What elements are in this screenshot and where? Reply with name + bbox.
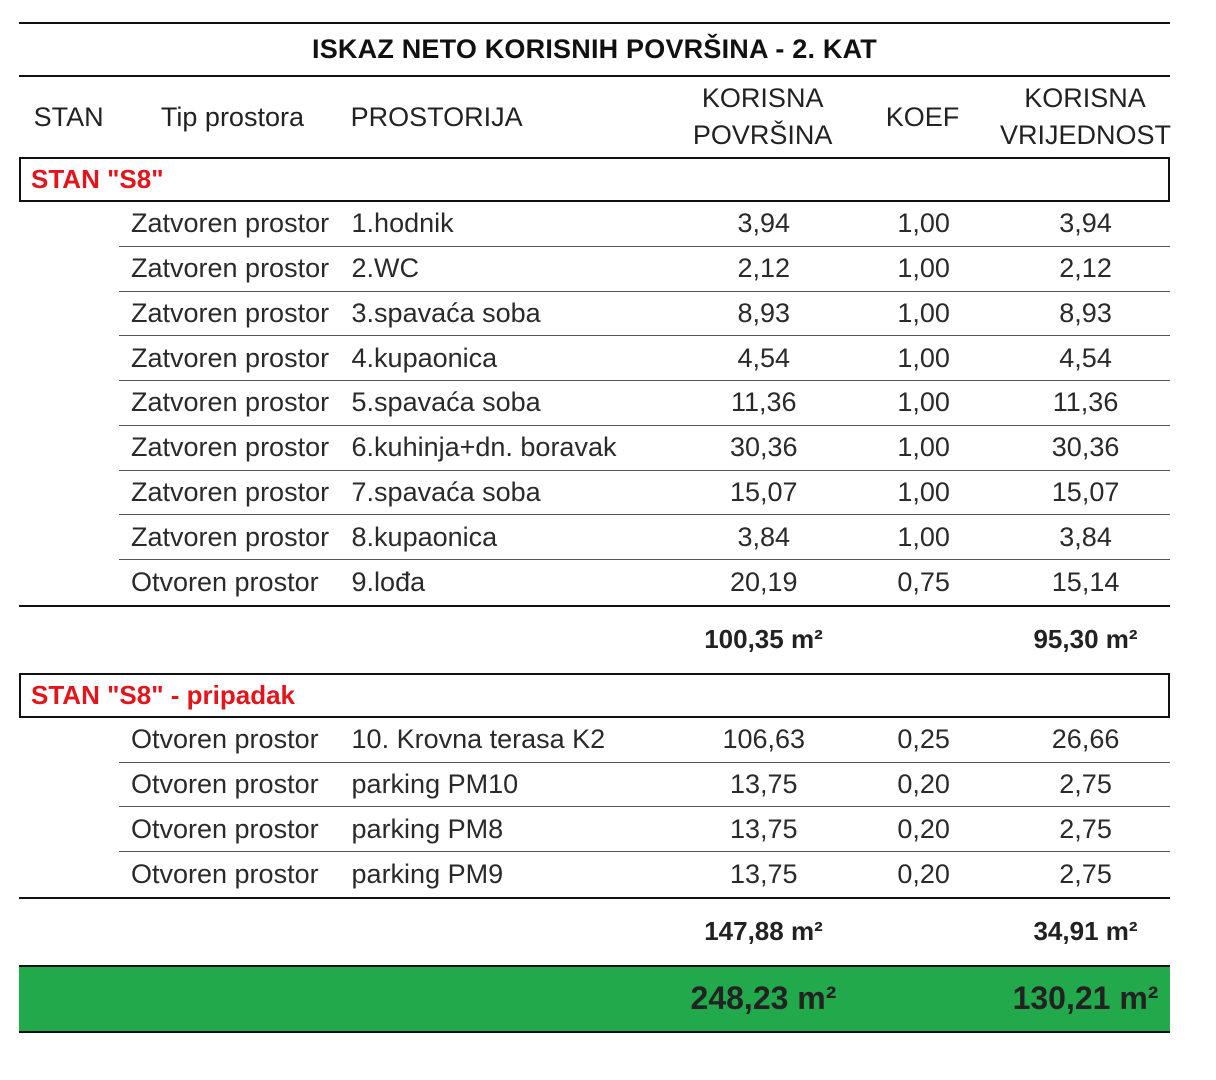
table-row [119,763,1170,808]
prostorija-cell: 6.kuhinja+dn. boravak [351,432,617,463]
korisna-vrijednost-cell: 8,93 [1059,297,1112,328]
header-korisna-povrsina [680,80,845,154]
prostorija-cell: 3.spavaća soba [351,297,541,328]
tip-prostora-cell: Zatvoren prostor [131,297,330,328]
prostorija-cell: 1.hodnik [351,208,454,239]
section-label: STAN "S8" [19,157,1170,202]
koef-cell: 0,20 [897,813,950,844]
section-rows [119,718,1170,897]
table-title: ISKAZ NETO KORISNIH POVRŠINA - 2. KAT [19,22,1170,77]
koef-cell: 0,20 [897,858,950,889]
table-row [119,560,1170,605]
section-subtotal-row [19,605,1170,673]
korisna-povrsina-cell: 13,75 [729,813,798,844]
koef-cell: 0,25 [897,724,950,755]
koef-cell: 0,75 [897,566,950,597]
korisna-vrijednost-cell: 2,75 [1059,858,1112,889]
korisna-vrijednost-cell: 15,07 [1051,476,1120,507]
korisna-povrsina-cell: 15,07 [729,476,798,507]
korisna-povrsina-cell: 13,75 [729,768,798,799]
section-subtotal-row [19,897,1170,965]
koef-cell: 1,00 [897,253,950,284]
koef-cell: 1,00 [897,297,950,328]
header-koef: KOEF [885,101,960,132]
table-row [119,336,1170,381]
subtotal-vrijednost: 34,91 m² [1033,916,1138,947]
tip-prostora-cell: Otvoren prostor [131,813,319,844]
table-row [119,718,1170,763]
koef-cell: 1,00 [897,208,950,239]
prostorija-cell: 8.kupaonica [351,521,498,552]
subtotal-povrsina: 147,88 m² [704,916,823,947]
header-tip-prostora: Tip prostora [160,101,304,132]
koef-cell: 0,20 [897,768,950,799]
korisna-vrijednost-cell: 4,54 [1059,342,1112,373]
korisna-povrsina-cell: 30,36 [729,432,798,463]
area-table [19,22,1170,1033]
korisna-vrijednost-cell: 3,84 [1059,521,1112,552]
prostorija-cell: 9.lođa [351,566,426,597]
header-korisna-povrsina-line2: POVRŠINA [692,120,833,150]
header-korisna-vrijednost-line1: KORISNA [1024,83,1146,113]
prostorija-cell: 2.WC [351,253,420,284]
tip-prostora-cell: Otvoren prostor [131,768,319,799]
table-row [119,381,1170,426]
tip-prostora-cell: Otvoren prostor [131,566,319,597]
sections [19,157,1170,965]
header-korisna-vrijednost [1000,80,1170,154]
tip-prostora-cell: Zatvoren prostor [131,208,330,239]
tip-prostora-cell: Zatvoren prostor [131,253,330,284]
header-prostorija: PROSTORIJA [350,101,523,132]
korisna-povrsina-cell: 20,19 [729,566,798,597]
korisna-povrsina-cell: 13,75 [729,858,798,889]
tip-prostora-cell: Otvoren prostor [131,858,319,889]
korisna-vrijednost-cell: 3,94 [1059,208,1112,239]
tip-prostora-cell: Zatvoren prostor [131,387,330,418]
koef-cell: 1,00 [897,387,950,418]
tip-prostora-cell: Zatvoren prostor [131,476,330,507]
tip-prostora-cell: Zatvoren prostor [131,432,330,463]
header-row [19,77,1170,157]
header-stan: STAN [33,101,104,132]
korisna-povrsina-cell: 4,54 [737,342,791,373]
prostorija-cell: parking PM10 [351,768,519,799]
koef-cell: 1,00 [897,476,950,507]
prostorija-cell: 4.kupaonica [351,342,498,373]
subtotal-povrsina: 100,35 m² [704,624,823,655]
table-row [119,807,1170,852]
subtotal-vrijednost: 95,30 m² [1033,624,1138,655]
tip-prostora-cell: Zatvoren prostor [131,521,330,552]
grand-total-row [19,965,1170,1033]
korisna-povrsina-cell: 106,63 [722,724,806,755]
grand-total-vrijednost: 130,21 m² [1012,980,1159,1017]
tip-prostora-cell: Zatvoren prostor [131,342,330,373]
table-row [119,852,1170,897]
korisna-vrijednost-cell: 2,75 [1059,813,1112,844]
table-row [119,292,1170,337]
grand-total-povrsina: 248,23 m² [690,980,837,1017]
korisna-povrsina-cell: 11,36 [730,387,797,418]
korisna-povrsina-cell: 8,93 [737,297,791,328]
korisna-vrijednost-cell: 2,12 [1059,253,1112,284]
prostorija-cell: parking PM8 [351,813,504,844]
section-rows [119,202,1170,605]
table-row [119,426,1170,471]
header-korisna-vrijednost-line2: VRIJEDNOST [999,120,1172,150]
koef-cell: 1,00 [897,521,950,552]
prostorija-cell: parking PM9 [351,858,504,889]
korisna-vrijednost-cell: 15,14 [1051,566,1120,597]
prostorija-cell: 10. Krovna terasa K2 [351,724,606,755]
table-row [119,515,1170,560]
koef-cell: 1,00 [897,342,950,373]
prostorija-cell: 7.spavaća soba [351,476,541,507]
korisna-povrsina-cell: 3,94 [737,208,791,239]
table-row [119,247,1170,292]
table-row [119,471,1170,516]
korisna-vrijednost-cell: 11,36 [1052,387,1119,418]
tip-prostora-cell: Otvoren prostor [131,724,319,755]
header-korisna-povrsina-line1: KORISNA [701,83,824,113]
korisna-povrsina-cell: 3,84 [737,521,791,552]
section-label: STAN "S8" - pripadak [19,673,1170,718]
koef-cell: 1,00 [897,432,950,463]
korisna-vrijednost-cell: 26,66 [1051,724,1120,755]
korisna-povrsina-cell: 2,12 [737,253,791,284]
prostorija-cell: 5.spavaća soba [351,387,541,418]
korisna-vrijednost-cell: 2,75 [1059,768,1112,799]
table-row [119,202,1170,247]
korisna-vrijednost-cell: 30,36 [1051,432,1120,463]
